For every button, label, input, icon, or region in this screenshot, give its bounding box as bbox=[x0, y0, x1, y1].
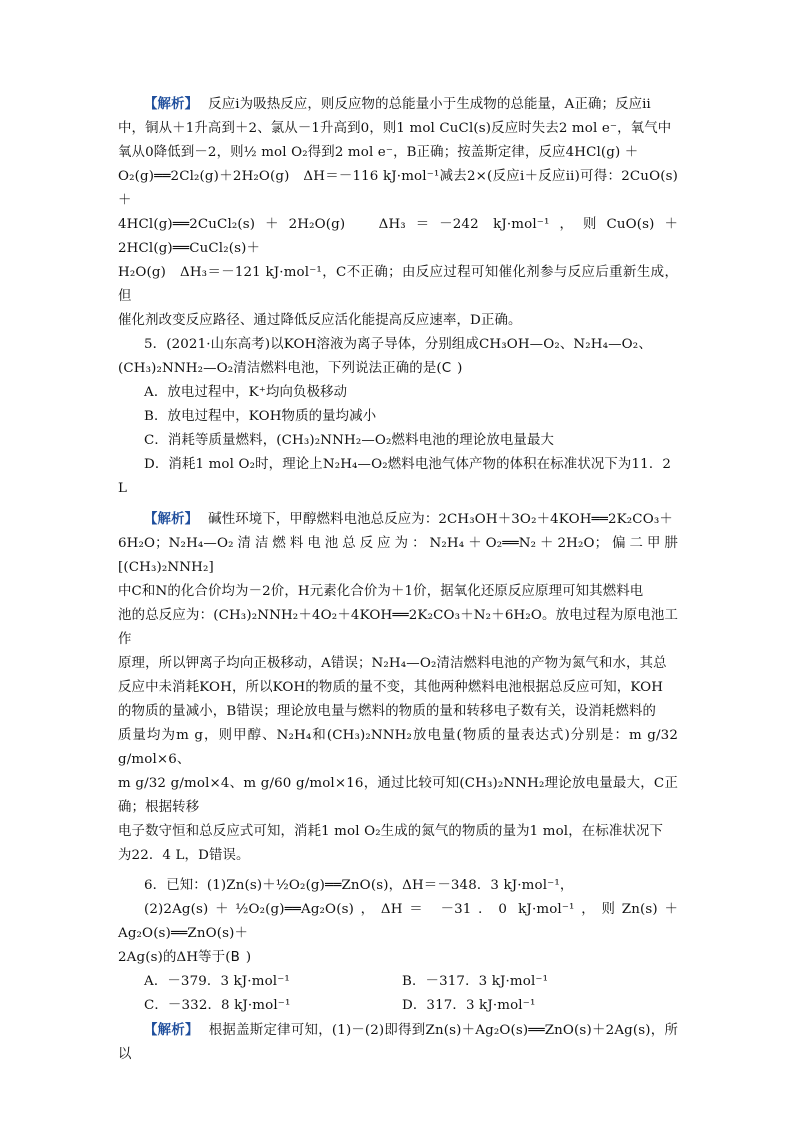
option-d-continued: L bbox=[118, 481, 128, 496]
question-stem: (2)2Ag(s)＋½O₂(g)══Ag₂O(s)，ΔH＝ －31．0 kJ·mol⁻¹，则Zn(s)＋Ag₂O(s)══ZnO(s)＋ bbox=[118, 902, 678, 941]
explanation-block-1 bbox=[118, 92, 678, 333]
option-d: D．消耗1 mol O₂时，理论上N₂H₄—O₂燃料电池气体产物的体积在标准状况下为11．2 bbox=[144, 457, 672, 472]
option-a: A．－379．3 kJ·mol⁻¹ bbox=[144, 974, 290, 989]
question-5 bbox=[118, 333, 678, 501]
answer-letter: B bbox=[230, 950, 246, 965]
explanation-text: 碱性环境下，甲醇燃料电池总反应为：2CH₃OH＋3O₂＋4KOH══2K₂CO₃＋ bbox=[208, 512, 673, 527]
option-a: A．放电过程中，K⁺均向负极移动 bbox=[144, 385, 348, 400]
explanation-block-2 bbox=[118, 507, 678, 868]
explanation-text: 为22．4 L，D错误。 bbox=[118, 848, 250, 863]
document-page bbox=[118, 92, 678, 1067]
explanation-text: 中，铜从＋1升高到＋2、氯从－1升高到0，则1 mol CuCl(s)反应时失去2 mol e⁻，氧气中 bbox=[118, 121, 672, 136]
explanation-text: 氧从0降低到－2，则½ mol O₂得到2 mol e⁻，B正确；按盖斯定律，反应4HCl(g) ＋ bbox=[118, 145, 639, 160]
question-stem: (CH₃)₂NNH₂—O₂清洁燃料电池，下列说法正确的是( bbox=[118, 361, 442, 376]
question-stem: 6．已知：(1)Zn(s)＋½O₂(g)══ZnO(s)，ΔH＝－348．3 kJ·mol⁻¹， bbox=[144, 878, 574, 893]
explanation-text: 原理，所以钾离子均向正极移动，A错误；N₂H₄—O₂清洁燃料电池的产物为氮气和水，其总 bbox=[118, 656, 667, 671]
option-b: B．放电过程中，KOH物质的量均减小 bbox=[144, 409, 377, 424]
explanation-block-3 bbox=[118, 1018, 678, 1067]
question-stem: 2Ag(s)的ΔH等于( bbox=[118, 950, 231, 965]
explanation-text: 中C和N的化合价均为－2价，H元素化合价为＋1价，据氧化还原反应原理可知其燃料电 bbox=[118, 584, 644, 599]
explanation-text: 6H₂O；N₂H₄—O₂清洁燃料电池总反应为：N₂H₄＋O₂══N₂＋2H₂O；偏二甲肼[(CH₃)₂NNH₂] bbox=[118, 536, 678, 575]
answer-letter: C bbox=[441, 361, 458, 376]
explanation-label: 【解析】 bbox=[144, 96, 199, 112]
option-c: C．消耗等质量燃料，(CH₃)₂NNH₂—O₂燃料电池的理论放电量最大 bbox=[144, 433, 555, 448]
explanation-text: 电子数守恒和总反应式可知，消耗1 mol O₂生成的氮气的物质的量为1 mol，在标准状况下 bbox=[118, 824, 664, 839]
options-row-2 bbox=[118, 994, 678, 1018]
question-stem-end: ) bbox=[245, 950, 252, 965]
option-c: C．－332．8 kJ·mol⁻¹ bbox=[144, 998, 291, 1013]
explanation-label: 【解析】 bbox=[144, 511, 199, 527]
option-b: B．－317．3 kJ·mol⁻¹ bbox=[402, 974, 549, 989]
explanation-text: O₂(g)══2Cl₂(g)＋2H₂O(g) ΔH＝－116 kJ·mol⁻¹减去2×(反应ⅰ＋反应ⅱ)可得：2CuO(s)＋ bbox=[118, 169, 678, 208]
explanation-text: 的物质的量减小，B错误；理论放电量与燃料的物质的量和转移电子数有关，设消耗燃料的 bbox=[118, 704, 657, 719]
explanation-text: 反应ⅰ为吸热反应，则反应物的总能量小于生成物的总能量，A正确；反应ⅱ bbox=[208, 97, 651, 112]
option-d: D．317．3 kJ·mol⁻¹ bbox=[402, 998, 536, 1013]
explanation-label: 【解析】 bbox=[144, 1022, 199, 1038]
explanation-text: 4HCl(g)══2CuCl₂(s)＋2H₂O(g) ΔH₃＝－242 kJ·mol⁻¹，则CuO(s)＋2HCl(g)══CuCl₂(s)＋ bbox=[118, 217, 678, 256]
explanation-text: H₂O(g) ΔH₃＝－121 kJ·mol⁻¹，C不正确；由反应过程可知催化剂参与反应后重新生成，但 bbox=[118, 265, 678, 304]
question-stem: 5．(2021·山东高考)以KOH溶液为离子导体，分别组成CH₃OH—O₂、N₂H₄—O₂、 bbox=[144, 337, 652, 352]
explanation-text: 催化剂改变反应路径、通过降低反应活化能提高反应速率，D正确。 bbox=[118, 313, 522, 328]
explanation-text: 根据盖斯定律可知，(1)－(2)即得到Zn(s)＋Ag₂O(s)══ZnO(s)＋2Ag(s)，所以 bbox=[118, 1023, 679, 1062]
explanation-text: 质量均为m g，则甲醇、N₂H₄和(CH₃)₂NNH₂放电量(物质的量表达式)分别是：m g/32 g/mol×6、 bbox=[118, 728, 678, 767]
question-stem-end: ) bbox=[457, 361, 463, 376]
question-6 bbox=[118, 874, 678, 1018]
explanation-text: 反应中未消耗KOH，所以KOH的物质的量不变，其他两种燃料电池根据总反应可知，KOH bbox=[118, 680, 664, 695]
options-row-1 bbox=[118, 970, 678, 994]
explanation-text: 池的总反应为：(CH₃)₂NNH₂＋4O₂＋4KOH══2K₂CO₃＋N₂＋6H₂O。放电过程为原电池工作 bbox=[118, 608, 678, 647]
explanation-text: m g/32 g/mol×4、m g/60 g/mol×16，通过比较可知(CH₃)₂NNH₂理论放电量最大，C正确；根据转移 bbox=[118, 776, 678, 815]
